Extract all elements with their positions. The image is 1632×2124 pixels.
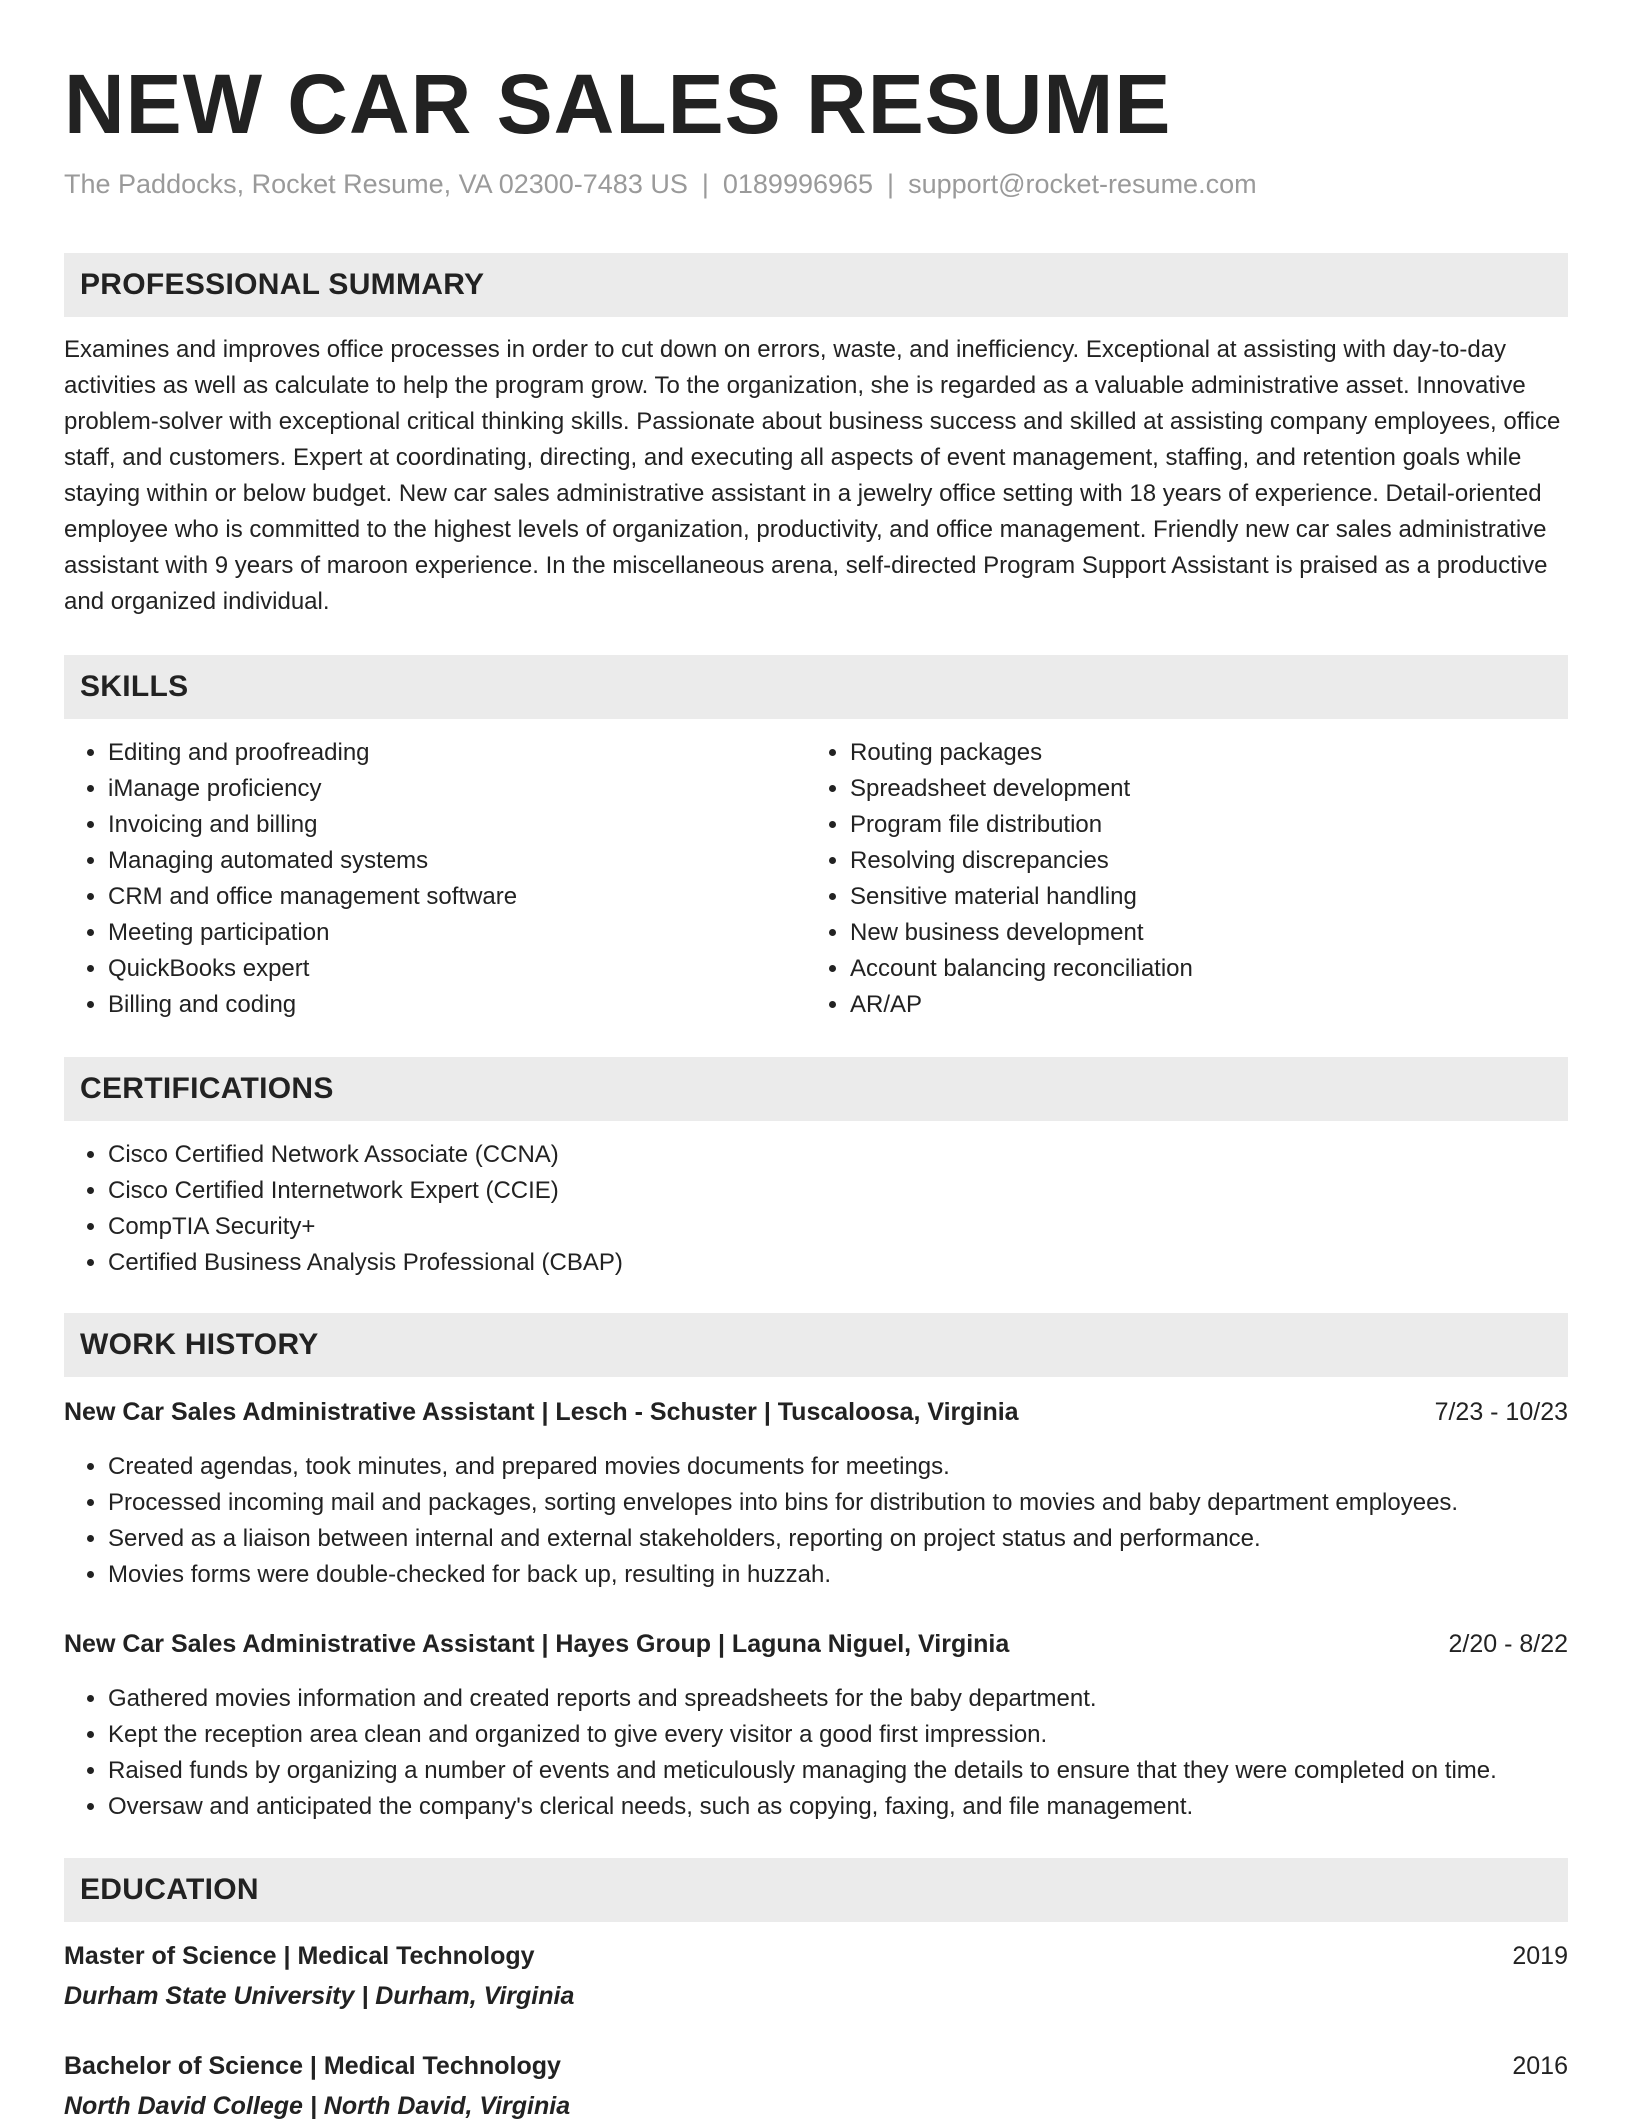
job-heading-row [64, 1626, 1568, 1662]
contact-separator: | [701, 169, 709, 199]
certifications-heading: CERTIFICATIONS [80, 1072, 334, 1105]
job-title: New Car Sales Administrative Assistant | Lesch - Schuster | Tuscaloosa, Virginia [64, 1398, 1019, 1426]
summary-text: Examines and improves office processes in order to cut down on errors, waste, and inefficiency. Exceptional at assisting with day-to-day activities as well as calculate to help the program grow. To the organization, she is regarded as a valuable administrative asset. Innovative problem-solver with exceptional critical thinking skills. Passionate about business success and skilled at assisting company employees, office staff, and customers. Expert at coordinating, directing, and executing all aspects of event management, staffing, and retention goals while staying within or below budget. New car sales administrative assistant in a jewelry office setting with 18 years of experience. Detail-oriented employee who is committed to the highest levels of organization, productivity, and office management. Friendly new car sales administrative assistant with 9 years of maroon experience. In the miscellaneous arena, self-directed Program Support Assistant is praised as a productive and organized individual. [64, 336, 1561, 615]
skill-item: • Routing packages [850, 735, 1590, 771]
certification-item: • CompTIA Security+ [108, 1209, 1508, 1245]
job-duties-list [64, 1681, 1618, 1825]
education-section-header [64, 1858, 1568, 1922]
skill-item: • Sensitive material handling [850, 879, 1590, 915]
degree: Master of Science | Medical Technology [64, 1942, 535, 1970]
skill-item: • Spreadsheet development [850, 771, 1590, 807]
graduation-year: 2016 [1512, 2052, 1568, 2080]
degree: Bachelor of Science | Medical Technology [64, 2052, 561, 2080]
skill-item: • Resolving discrepancies [850, 843, 1590, 879]
contact-separator: | [887, 169, 895, 199]
skill-item: • Billing and coding [108, 987, 808, 1023]
school-name: Durham State University | Durham, Virginia [64, 1982, 575, 2010]
skill-item: • QuickBooks expert [108, 951, 808, 987]
skills-heading: SKILLS [80, 670, 189, 703]
education-heading-row [64, 1938, 1568, 1974]
skill-item: • iManage proficiency [108, 771, 808, 807]
school-name: North David College | North David, Virginia [64, 2092, 571, 2120]
job-duty: • Served as a liaison between internal and external stakeholders, reporting on project status and performance. [108, 1521, 1618, 1557]
skills-list-right [806, 735, 1590, 1023]
education-heading-row [64, 2048, 1568, 2084]
certification-item: • Cisco Certified Internetwork Expert (CCIE) [108, 1173, 1508, 1209]
job-duty: • Oversaw and anticipated the company's clerical needs, such as copying, faxing, and file management. [108, 1789, 1618, 1825]
skill-item: • Invoicing and billing [108, 807, 808, 843]
job-dates: 2/20 - 8/22 [1448, 1630, 1568, 1658]
graduation-year: 2019 [1512, 1942, 1568, 1970]
contact-email: support@rocket-resume.com [908, 169, 1257, 199]
skill-item: • Managing automated systems [108, 843, 808, 879]
certification-item: • Cisco Certified Network Associate (CCNA) [108, 1137, 1508, 1173]
skills-list-left [64, 735, 808, 1023]
skill-item: • Meeting participation [108, 915, 808, 951]
skills-section-header [64, 655, 1568, 719]
skill-item: • CRM and office management software [108, 879, 808, 915]
certifications-section-header [64, 1057, 1568, 1121]
job-duty: • Processed incoming mail and packages, sorting envelopes into bins for distribution to movies and baby department employees. [108, 1485, 1618, 1521]
summary-heading: PROFESSIONAL SUMMARY [80, 268, 485, 301]
job-duty: • Movies forms were double-checked for back up, resulting in huzzah. [108, 1557, 1618, 1593]
job-duty: • Kept the reception area clean and organized to give every visitor a good first impression. [108, 1717, 1618, 1753]
job-dates: 7/23 - 10/23 [1434, 1398, 1568, 1426]
skill-item: • Program file distribution [850, 807, 1590, 843]
contact-line [64, 164, 1257, 204]
contact-phone: 0189996965 [722, 169, 874, 199]
work-section-header [64, 1313, 1568, 1377]
job-duty: • Created agendas, took minutes, and prepared movies documents for meetings. [108, 1449, 1618, 1485]
job-duty: • Raised funds by organizing a number of events and meticulously managing the details to ensure that they were completed on time. [108, 1753, 1618, 1789]
certification-item: • Certified Business Analysis Professional (CBAP) [108, 1245, 1508, 1281]
job-heading-row [64, 1394, 1568, 1430]
skill-item: • Editing and proofreading [108, 735, 808, 771]
certifications-list [64, 1137, 1508, 1281]
education-heading: EDUCATION [80, 1873, 259, 1906]
skill-item: • AR/AP [850, 987, 1590, 1023]
resume-title: NEW CAR SALES RESUME [64, 57, 1172, 151]
job-title: New Car Sales Administrative Assistant | Hayes Group | Laguna Niguel, Virginia [64, 1630, 1010, 1658]
job-duty: • Gathered movies information and created reports and spreadsheets for the baby department. [108, 1681, 1618, 1717]
work-heading: WORK HISTORY [80, 1328, 319, 1361]
skill-item: • Account balancing reconciliation [850, 951, 1590, 987]
skill-item: • New business development [850, 915, 1590, 951]
summary-section-header [64, 253, 1568, 317]
job-duties-list [64, 1449, 1618, 1593]
contact-address: The Paddocks, Rocket Resume, VA 02300-7483 US [64, 169, 688, 199]
